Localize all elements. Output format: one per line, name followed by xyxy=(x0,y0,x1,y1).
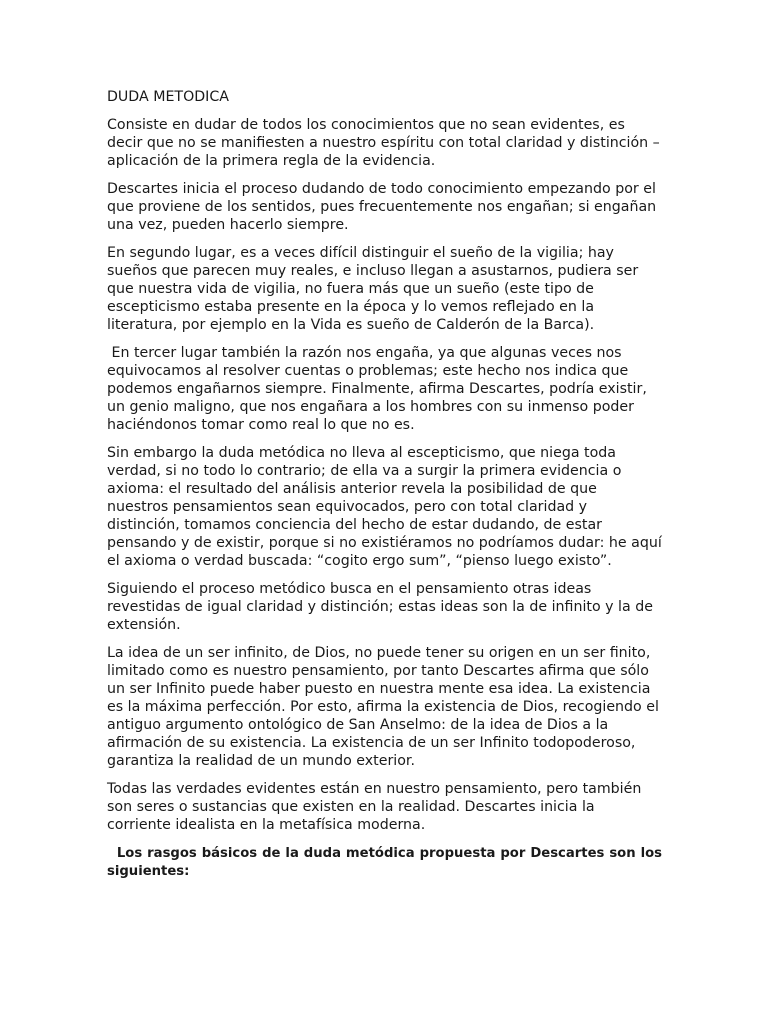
document-title: DUDA METODICA xyxy=(107,89,229,105)
paragraph-definicion: Consiste en dudar de todos los conocimientos que no sean evidentes, es decir que no se manifiesten a nuestro espíritu con total claridad y distinción – aplicación de la primera regla de la evidencia. xyxy=(107,117,660,170)
section-heading-rasgos: Los rasgos básicos de la duda metódica propuesta por Descartes son los siguientes: xyxy=(107,845,667,879)
paragraph-infinito-extension: Siguiendo el proceso metódico busca en el pensamiento otras ideas revestidas de igual claridad y distinción; estas ideas son la de infinito y la de extensión. xyxy=(107,580,653,633)
paragraph-idealismo: Todas las verdades evidentes están en nuestro pensamiento, pero también son seres o sustancias que existen en la realidad. Descartes inicia la corriente idealista en la metafísica moderna. xyxy=(107,780,642,833)
paragraph-razon-genio-maligno: En tercer lugar también la razón nos engaña, ya que algunas veces nos equivocamos al resolver cuentas o problemas; este hecho nos indica que podemos engañarnos siempre. Finalmente, afirma Descartes, podría existir, un genio maligno, que nos engañara a los hombres con su inmenso poder haciéndonos tomar como real lo que no es. xyxy=(107,344,652,433)
paragraph-existencia-dios: La idea de un ser infinito, de Dios, no puede tener su origen en un ser finito, limitado como es nuestro pensamiento, por tanto Descartes afirma que sólo un ser Infinito puede haber puesto en nuestra mente esa idea. La existencia es la máxima perfección. Por esto, afirma la existencia de Dios, recogiendo el antiguo argumento ontológico de San Anselmo: de la idea de Dios a la afirmación de su existencia. La existencia de un ser Infinito todopoderoso, garantiza la realidad de un mundo exterior. xyxy=(107,644,659,770)
paragraph-sueno-vigilia: En segundo lugar, es a veces difícil distinguir el sueño de la vigilia; hay sueños que parecen muy reales, e incluso llegan a asustarnos, pudiera ser que nuestra vida de vigilia, no fuera más que un sueño (este tipo de escepticismo estaba presente en la época y lo vemos reflejado en la literatura, por ejemplo en la Vida es sueño de Calderón de la Barca). xyxy=(107,244,639,334)
document-page xyxy=(107,88,667,890)
paragraph-cogito: Sin embargo la duda metódica no lleva al escepticismo, que niega toda verdad, si no todo lo contrario; de ella va a surgir la primera evidencia o axioma: el resultado del análisis anterior revela la posibilidad de que nuestros pensamientos sean equivocados, pero con total claridad y distinción, tomamos conciencia del hecho de estar dudando, de estar pensando y de existir, porque si no existiéramos no podríamos dudar: he aquí el axioma o verdad buscada: “cogito ergo sum”, “pienso luego existo”. xyxy=(107,444,662,570)
paragraph-sentidos: Descartes inicia el proceso dudando de todo conocimiento empezando por el que proviene de los sentidos, pues frecuentemente nos engañan; si engañan una vez, pueden hacerlo siempre. xyxy=(107,180,657,234)
